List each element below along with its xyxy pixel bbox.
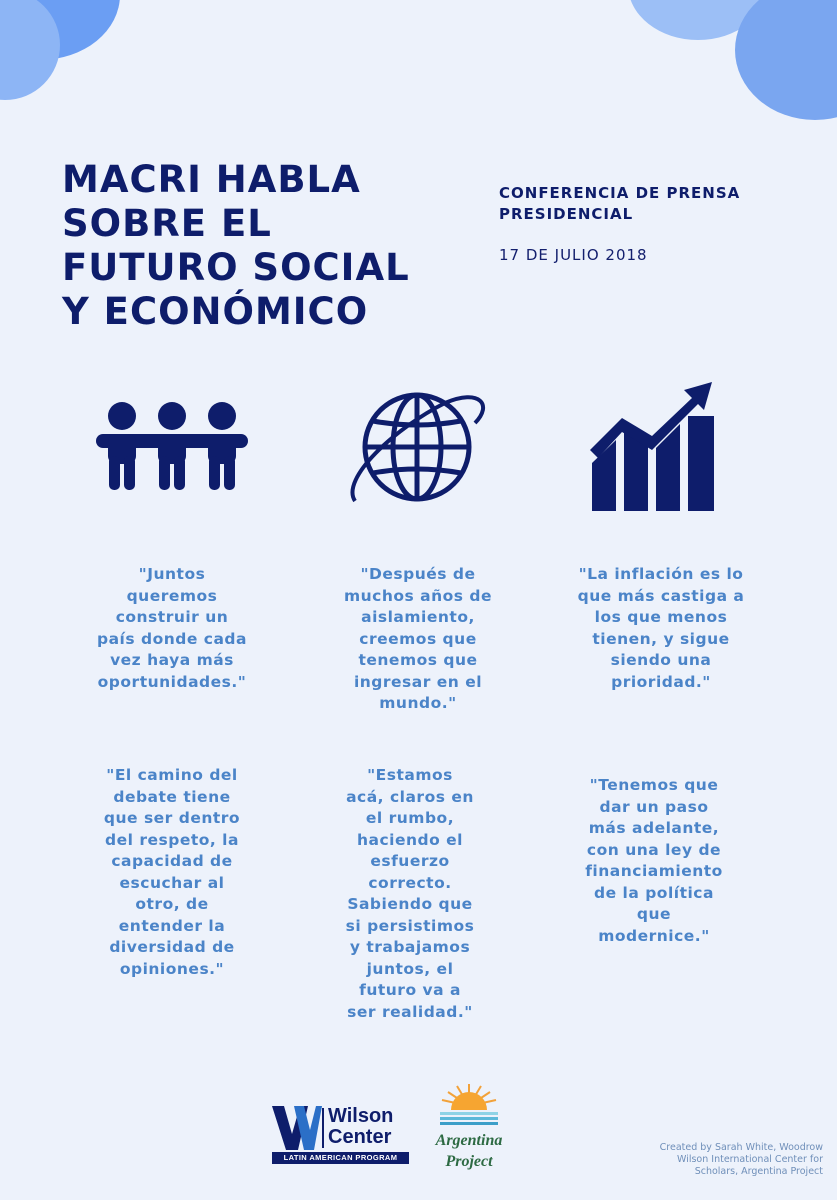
quote-line: mundo." (379, 694, 457, 712)
credit-line: Created by Sarah White, Woodrow (659, 1142, 823, 1153)
argentina-text-line2: Project (445, 1153, 493, 1170)
wilson-divider (322, 1108, 324, 1148)
quote-despues (328, 564, 508, 715)
quote-line: tenemos que (358, 651, 478, 669)
quote-line: modernice." (598, 926, 710, 945)
quote-line: el rumbo, (365, 809, 455, 827)
quote-line: con una ley de (586, 840, 722, 859)
argentina-project-logo (424, 1080, 514, 1175)
quote-line: escuchar al (119, 873, 225, 892)
wilson-center-logo (272, 1106, 412, 1164)
quote-inflacion (561, 564, 761, 693)
quote-line: Sabiendo que (347, 895, 473, 913)
sun-over-water-icon (424, 1080, 514, 1130)
credit-line: Wilson International Center for (677, 1154, 823, 1165)
quote-line: aislamiento, (361, 608, 475, 626)
event-date: 17 DE JULIO 2018 (499, 246, 648, 264)
quote-line: siendo una (610, 651, 712, 669)
quote-line: muchos años de (343, 586, 493, 605)
quote-camino (82, 765, 262, 980)
quote-line: capacidad de (111, 852, 233, 870)
wilson-name-line1: Wilson (328, 1105, 394, 1127)
quote-line: construir un (115, 608, 229, 626)
quote-line: vez haya más (110, 651, 234, 669)
corner-blob-top-right-2 (735, 0, 837, 120)
quote-juntos (82, 564, 262, 693)
quote-line: futuro va a (359, 981, 461, 999)
quote-line: diversidad de (109, 938, 235, 956)
quote-line: opiniones." (119, 959, 225, 978)
title-line: FUTURO SOCIAL (62, 246, 410, 289)
title-line: SOBRE EL (62, 202, 272, 245)
quote-line: creemos que (359, 629, 477, 648)
quote-line: "Después de (360, 565, 476, 583)
wilson-name-line2: Center (328, 1126, 392, 1148)
quote-line: correcto. (368, 873, 452, 892)
corner-blob-top-left-2 (0, 0, 60, 100)
event-subtitle (499, 183, 799, 225)
quote-line: "Tenemos que (589, 776, 719, 794)
quote-line: dar un paso (599, 797, 709, 816)
quote-line: acá, claros en (346, 787, 474, 806)
subtitle-line: CONFERENCIA DE PRENSA (499, 184, 741, 202)
quote-tenemos (564, 775, 744, 947)
subtitle-line: PRESIDENCIAL (499, 205, 634, 223)
quote-line: "Juntos (138, 565, 206, 583)
wilson-w-logo-icon (272, 1106, 322, 1150)
globe-icon (345, 383, 490, 513)
quote-line: si persistimos (345, 916, 475, 935)
quote-line: de la política (594, 883, 714, 902)
quote-line: queremos (126, 586, 218, 605)
quote-line: "El camino del (106, 766, 238, 784)
quote-line: oportunidades." (97, 672, 247, 691)
quote-line: que ser dentro (103, 809, 241, 827)
quote-line: ingresar en el (353, 672, 483, 691)
quote-line: país donde cada (97, 629, 247, 648)
growth-chart-icon (588, 378, 718, 513)
quote-line: "Estamos (367, 766, 453, 784)
quote-line: del respeto, la (105, 830, 239, 849)
quote-line: prioridad." (611, 672, 711, 691)
title-line: MACRI HABLA (62, 158, 361, 201)
quote-line: que (636, 905, 672, 923)
credit-line: Scholars, Argentina Project (694, 1166, 823, 1177)
title-line: Y ECONÓMICO (62, 290, 369, 333)
page-title (62, 158, 462, 334)
wilson-program-bar: LATIN AMERICAN PROGRAM (272, 1152, 409, 1164)
quote-line: más adelante, (588, 819, 720, 837)
quote-line: tienen, y sigue (592, 629, 730, 648)
argentina-text-line1: Argentina (435, 1132, 503, 1149)
quote-line: esfuerzo (370, 852, 450, 870)
credit-text (633, 1142, 823, 1178)
quote-line: juntos, el (366, 959, 454, 978)
people-icon (92, 398, 252, 494)
quote-line: y trabajamos (349, 938, 471, 956)
quote-line: otro, de (135, 895, 209, 913)
quote-line: debate tiene (113, 787, 231, 806)
quote-line: financiamiento (585, 862, 723, 880)
quote-estamos (320, 765, 500, 1023)
quote-line: entender la (118, 916, 226, 935)
quote-line: "La inflación es lo (578, 565, 744, 583)
quote-line: ser realidad." (347, 1002, 473, 1021)
quote-line: los que menos (594, 608, 728, 626)
quote-line: haciendo el (356, 830, 463, 849)
quote-line: que más castiga a (577, 586, 745, 605)
